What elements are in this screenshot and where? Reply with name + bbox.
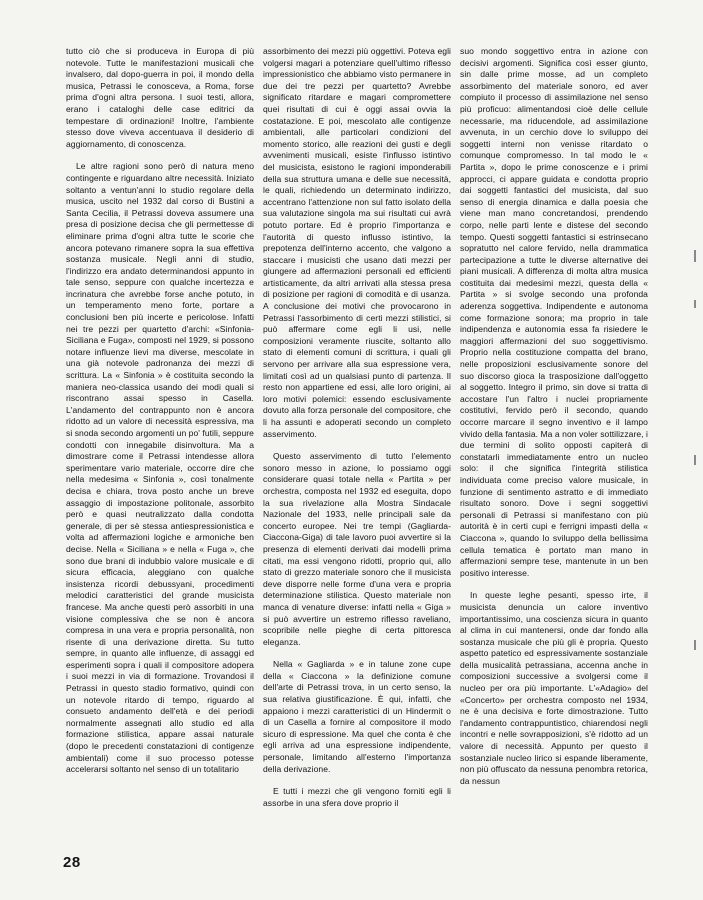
paragraph: E tutti i mezzi che gli vengono forniti egli li assorbe in una sfera dove proprio il bbox=[263, 786, 451, 808]
text-column-middle bbox=[263, 46, 451, 809]
paragraph: assorbimento dei mezzi più oggettivi. Poteva egli volgersi magari a potenziare quell'ultimo riflesso impressionistico che abbiamo visto permanere in due dei tre pezzi per quartetto? Avrebbe significato ritardare e magari compromettere quei risultati di cui è oggi assai ovvia la costatazione. E poi, mescolato alle contigenze ambientali, alle particolari condizioni del momento storico, alle reazioni dei gusti e degli avvenimenti musicali, esiste l'influsso istintivo del musicista, esistono le ragioni imponderabili della sua struttura umana e delle sue necessità, le quali, richiedendo un determinato indirizzo, accentrano l'attenzione non sul fatto isolato della sua valutazione singola ma sui risultati cui avrà potuto portare. Ed è proprio l'importanza e l'autorità di questo influsso istintivo, la prepotenza dell'interno accento, che valgono a staccare i musicisti che usano dati mezzi per giungere ad affermazioni personali ed efficienti artisticamente, da altri arrivati alla stessa presa di posizione per ragioni di comodità e di usanza. A conclusione dei motivi che provocarono in Petrassi l'assorbimento di certi mezzi stilistici, si può affermare come egli li usi, nelle composizioni veramente riuscite, soltanto allo stato di elementi comuni di scrittura, i quali gli servono per arrivare alla sua espressione vera, limitati così ad un qualsiasi punto di partenza. Il resto non appartiene ed essi, alle loro origini, ai loro motivi polemici: essendo esclusivamente dovuto alla forza personale del compositore, che li ha assunti e adoperati secondo un completo asservimento. bbox=[263, 46, 451, 439]
scan-edge-mark bbox=[694, 455, 696, 465]
scan-edge-mark bbox=[694, 300, 696, 308]
paragraph: Questo asservimento di tutto l'elemento sonoro messo in azione, lo possiamo oggi considerare quasi totale nella « Partita » per orchestra, composta nel 1932 ed eseguita, dopo la sua rivelazione alla Mostra Sindacale Nazionale del 1933, nelle principali sale da concerto europee. Nei tre tempi (Gagliarda-Ciaccona-Giga) di tale lavoro puoi avvertire si la presenza di elementi derivati dai modelli prima citati, ma essi vengono ridotti, proprio qui, allo stato di grezzo materiale sonoro che il musicista deve disporre nelle forme d'una vera e propria determinazione stilistica. Questo materiale non manca di venature diverse: infatti nella « Giga » si può avvertire un estremo riflesso raveliano, scopribile nelle pieghe di certa pittoresca eleganza. bbox=[263, 451, 451, 647]
scan-edge-mark bbox=[694, 640, 696, 650]
text-column-left bbox=[66, 46, 254, 776]
paragraph: tutto ciò che si produceva in Europa di più notevole. Tutte le manifestazioni musicali che invalsero, dal dopo-guerra in poi, il mondo della musica, Petrassi le conosceva, a Roma, forse prima d'ogni altra persona. I suoi testi, allora, erano i cataloghi delle case editrici da tempestare di ordinazioni! Inoltre, l'ambiente stesso dove viveva accentuava il desiderio di aggiornamento, di conoscenza. bbox=[66, 46, 254, 149]
paragraph: Le altre ragioni sono però di natura meno contingente e riguardano altre necessità. Iniziato soltanto a ventun'anni lo studio regolare della musica, uscito nel 1932 dal corso di Bustini a Santa Cecilia, il Petrassi doveva assumere una presa di posizione decisa che gli permettesse di eliminare prima d'ogni altra tutte le scorie che ancora potevano rimanere sopra la sua effettiva sostanza musicale. Negli anni di studio, l'indirizzo era andato determinandosi appunto in tale senso, seppure con qualche incertezza e incrinatura che avrebbe forse anche potuto, in un temperamento meno forte, portare a conclusioni ben più incerte e pericolose. Infatti nei tre pezzi per quartetto d'archi: «Sinfonia-Siciliana e Fuga», composti nel 1929, si possono notare influenze lievi ma diverse, mescolate in una già notevole padronanza dei mezzi di scrittura. La « Sinfonia » è costituita secondo la maniera neo-classica usando dei modi quali si riscontrano assai spesso in Casella. L'andamento del contrappunto non è ancora ridotto ad un valore di necessità espressiva, ma si snoda secondo argomenti un po' futili, seppure condotti con innegabile disinvoltura. Ma a dimostrare come il Petrassi intendesse allora sperimentare vario materiale, occorre dire che nella medesima « Sinfonia », così tonalmente decisa e chiara, trova posto anche un breve assaggio di impostazione politonale, assorbito però e quasi neutralizzato dalla condotta generale, di per sè stessa antiespressionistica e volta ad affermazioni logiche e armoniche ben decise. Nella « Siciliana » e nella « Fuga », che sono due brani di indubbio valore musicale e di sicura efficacia, aleggiano con qualche insistenza ricordi debussyani, procedimenti melodici caratteristici del grande musicista francese. Ma anche questi però assorbiti in una visione complessiva che se non è ancora compresa in una vera e propria personalità, non risente di una derivazione diretta. Su tutto sempre, in quanto alle influenze, di assaggi ed esperimenti sopra i quali il compositore adopera i suoi mezzi in via di formazione. Trovandosi il Petrassi in questo stadio formativo, quindi con un notevole ritardo di tempo, riguardo al consueto andamento dell'età e dei periodi normalmente assegnati allo studio ed alla formazione stilistica, appare assai naturale (dopo le precedenti constatazioni di contigenze ambientali) come il suo processo potesse accelerarsi soltanto nel senso di un totalitario bbox=[66, 161, 254, 775]
paragraph: In queste leghe pesanti, spesso irte, il musicista denuncia un calore inventivo importantissimo, una coscienza sicura in quanto al clima in cui mantenersi, onde dar fondo alla sostanza musicale che più gli è propria. Questo aspetto patetico ed espressivamente sostanziale della musicalità petrassiana, accenna anche in composizioni successive a svolgersi come il nucleo per ora più importante. L'«Adagio» del «Concerto» per orchestra composto nel 1934, ne è una decisiva e forte dimostrazione. Tutto l'andamento contrappuntistico, chiarendosi negli incontri e nelle sovrapposizioni, s'è ridotto ad un valore di necessità. Appunto per questo il sostanziale nucleo lirico si espande liberamente, non più offuscato da nessuna penombra retorica, da nessun bbox=[460, 590, 648, 786]
paragraph: suo mondo soggettivo entra in azione con decisivi argomenti. Significa così esser giunto, sin dalle prime mosse, ad un completo assorbimento del materiale sonoro, ed aver compiuto il processo di assimilazione nel senso più proficuo: alimentandosi cioè delle cellule necessarie, ma riducendole, ad assimilazione avvenuta, in un cerchio dove lo sviluppo dei soggetti interni non venisse ritardato o comunque compromesso. In tal modo le « Partita », dopo le prime conoscenze e i primi approcci, ci appare guidata e condotta proprio dai soggetti fantastici del musicista, dal suo senso di energia dinamica e dalla poesia che viene man mano concretandosi, prendendo corpo, nelle parti lente e distese del secondo tempo. Questi soggetti fantastici si estrinsecano sopratutto nel calore fervido, nella drammatica partecipazione a tutte le diverse alternative dei piani musicali. A differenza di molta altra musica costituita dai medesimi mezzi, questa della « Partita » si svolge secondo una profonda aderenza soggettiva. Indipendente e autonoma come formazione sonora; ma proprio in tale indipendenza e autonomia essa fa risiedere le maggiori affermazioni del suo soggettivismo. Proprio nella costituzione compatta del brano, nelle proposizioni esclusivamente sonore del suo discorso gioca la trasposizione dall'oggetto al soggetto. Integro il primo, sin dove si tratta di accostare l'un l'altro i nuclei propriamente costitutivi, fervido però il secondo, quando occorre marcare il segno inventivo e il lampo vivido della fantasia. Ma a non voler sottilizzare, i due termini di solito opposti capiterà di constatarli immediatamente entro un nucleo solo: il che significa l'integrità stilistica individuata come preciso valore musicale, in funzione di sentimento astratto e di immediato risultato sonoro. Dove i segni soggettivi personali di Petrassi si manifestano con più autorità è in certi cupi e ferrigni impasti della « Ciaccona », quando lo sviluppo della bellissima cellula tematica è portato man mano in affermazioni sempre tese, mantenute in un ben positivo interesse. bbox=[460, 46, 648, 578]
text-column-right bbox=[460, 46, 648, 787]
paragraph: Nella « Gagliarda » e in talune zone cupe della « Ciaccona » la definizione comune dell'arte di Petrassi trova, in un certo senso, la sua relativa giustificazione. È qui, infatti, che appaiono i mezzi caratteristici di un Hindermit o di un Casella a fornire al compositore il modo sicuro di espressione. Ma quel che conta è che egli arriva ad una espressione indipendente, personale, limitando all'esterno l'importanza della derivazione. bbox=[263, 659, 451, 774]
page-number: 28 bbox=[63, 854, 81, 871]
scan-edge-mark bbox=[694, 250, 696, 262]
